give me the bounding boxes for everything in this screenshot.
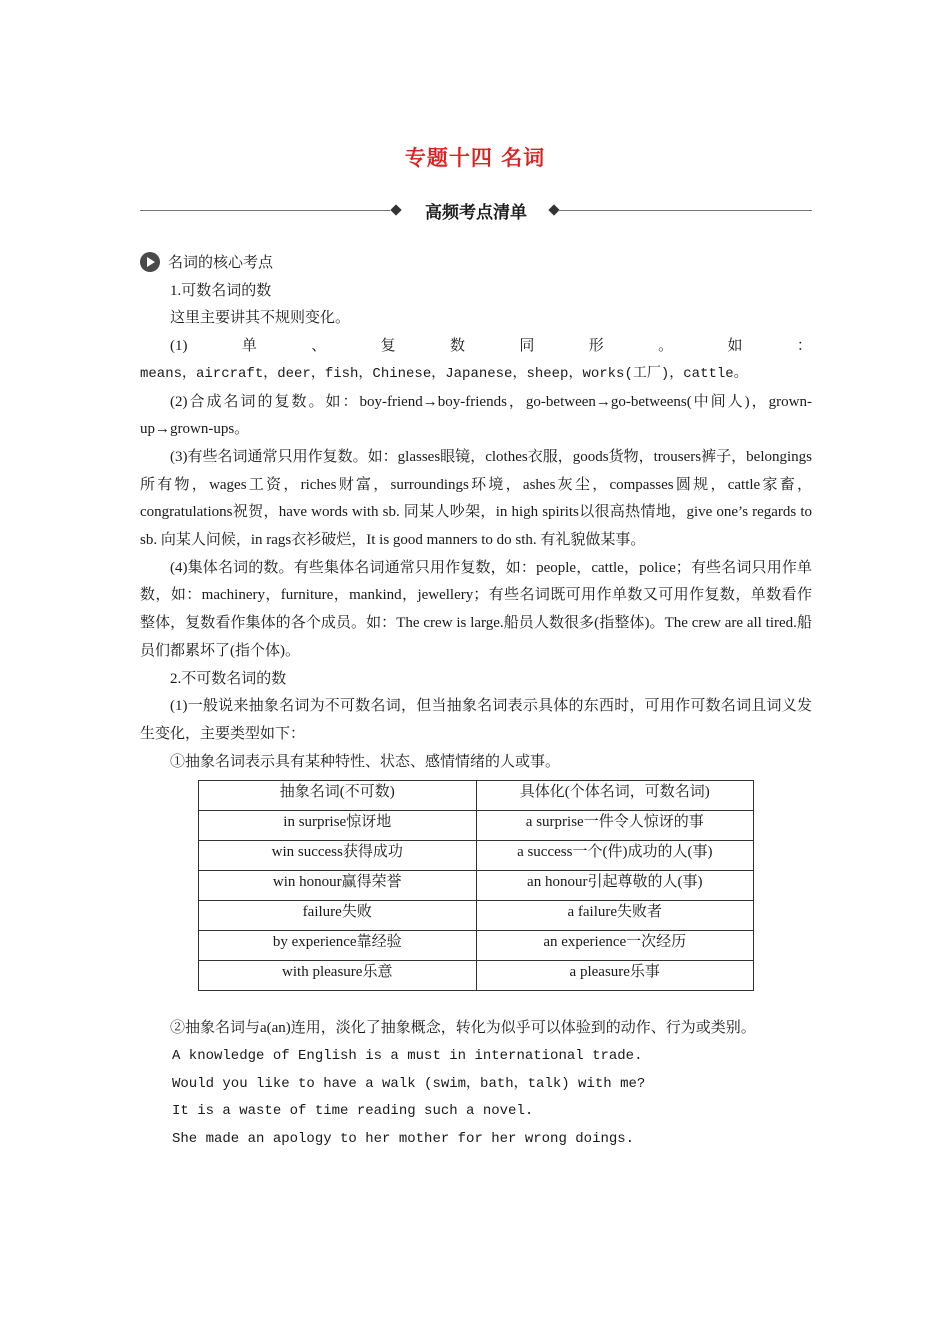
- play-bullet-icon: [140, 252, 160, 272]
- paragraph: (1)一般说来抽象名词为不可数名词，但当抽象名词表示具体的东西时，可用作可数名词且词义发生变化，主要类型如下：: [140, 698, 812, 742]
- text-token: 复: [380, 338, 396, 355]
- table-header-cell: 具体化(个体名词，可数名词): [476, 781, 754, 811]
- text-token: 。: [658, 338, 674, 355]
- table-cell: a success一个(件)成功的人(事): [476, 841, 754, 871]
- table-cell: in surprise惊讶地: [199, 811, 477, 841]
- table-cell: failure失败: [199, 901, 477, 931]
- paragraph: means，aircraft，deer，fish，Chinese，Japanese，sheep，works(工厂)，cattle。: [140, 365, 748, 382]
- paragraph: ①抽象名词表示具有某种特性、状态、感情情绪的人或事。: [170, 753, 561, 770]
- table-cell: by experience靠经验: [199, 931, 477, 961]
- paragraph: (3)有些名词通常只用作复数。如：glasses眼镜，clothes衣服，goods货物，trousers裤子，belongings所有物，wages工资，riches财富，surroundings环境，ashes灰尘，compasses圆规，cattle家畜，congratulations祝贺，have words with sb. 同某人吵架，in high spirits以很高热情地，give one’s regards to sb. 向某人问候，in rags衣衫破烂，It is good manners to do sth. 有礼貌做某事。: [140, 448, 812, 549]
- paragraph: ②抽象名词与a(an)连用，淡化了抽象概念，转化为似乎可以体验到的动作、行为或类别。: [170, 1020, 756, 1037]
- table-header-row: [199, 781, 754, 811]
- table-row: [199, 811, 754, 841]
- section-heading-row: [140, 250, 812, 278]
- text-token: 、: [311, 338, 327, 355]
- table-cell: with pleasure乐意: [199, 961, 477, 991]
- banner-line-right: [558, 210, 812, 211]
- banner-title: 高频考点清单: [425, 203, 527, 223]
- text-token: 同: [519, 338, 535, 355]
- text-token: 如: [727, 338, 743, 355]
- example-sentence: It is a waste of time reading such a novel.: [172, 1103, 534, 1120]
- diamond-icon: [390, 204, 401, 215]
- example-sentence: A knowledge of English is a must in international trade.: [172, 1048, 643, 1065]
- noun-table: [198, 780, 754, 991]
- paragraph: (4)集体名词的数。有些集体名词通常只用作复数，如：people，cattle，police；有些名词只用作单数，如：machinery，furniture，mankind，jewellery；有些名词既可用作单数又可用作复数，单数看作整体，复数看作集体的各个成员。如：The crew is large.船员人数很多(指整体)。The crew are all tired.船员们都累坏了(指个体)。: [140, 559, 812, 659]
- table-row: [199, 871, 754, 901]
- section-heading: 名词的核心考点: [168, 255, 274, 271]
- banner-line-left: [140, 210, 390, 211]
- section-banner: [140, 198, 812, 224]
- table-cell: a failure失败者: [476, 901, 754, 931]
- example-sentence: Would you like to have a walk (swim，bath，talk) with me?: [172, 1075, 646, 1092]
- text-token: (1): [170, 338, 188, 355]
- table-row: [199, 961, 754, 991]
- paragraph-spread-line: [140, 333, 812, 361]
- document-body: [140, 250, 812, 1154]
- table-row: [199, 841, 754, 871]
- table-cell: win success获得成功: [199, 841, 477, 871]
- table-cell: an experience一次经历: [476, 931, 754, 961]
- example-sentence: She made an apology to her mother for her wrong doings.: [172, 1131, 635, 1148]
- text-token: ：: [796, 338, 812, 355]
- table-row: [199, 931, 754, 961]
- subsection-heading: 2.不可数名词的数: [170, 670, 287, 687]
- table-cell: win honour赢得荣誉: [199, 871, 477, 901]
- paragraph: 这里主要讲其不规则变化。: [170, 310, 351, 327]
- table-cell: a pleasure乐事: [476, 961, 754, 991]
- text-token: 单: [241, 338, 257, 355]
- page-title: 专题十四 名词: [404, 146, 546, 170]
- paragraph: (2)合成名词的复数。如：boy-friend→boy-friends，go-between→go-betweens(中间人)，grown-up→grown-ups。: [140, 393, 812, 438]
- text-token: 数: [449, 338, 465, 355]
- text-token: 形: [588, 338, 604, 355]
- table-cell: an honour引起尊敬的人(事): [476, 871, 754, 901]
- table-cell: a surprise一件令人惊讶的事: [476, 811, 754, 841]
- table-header-cell: 抽象名词(不可数): [199, 781, 477, 811]
- table-row: [199, 901, 754, 931]
- subsection-heading: 1.可数名词的数: [170, 282, 272, 299]
